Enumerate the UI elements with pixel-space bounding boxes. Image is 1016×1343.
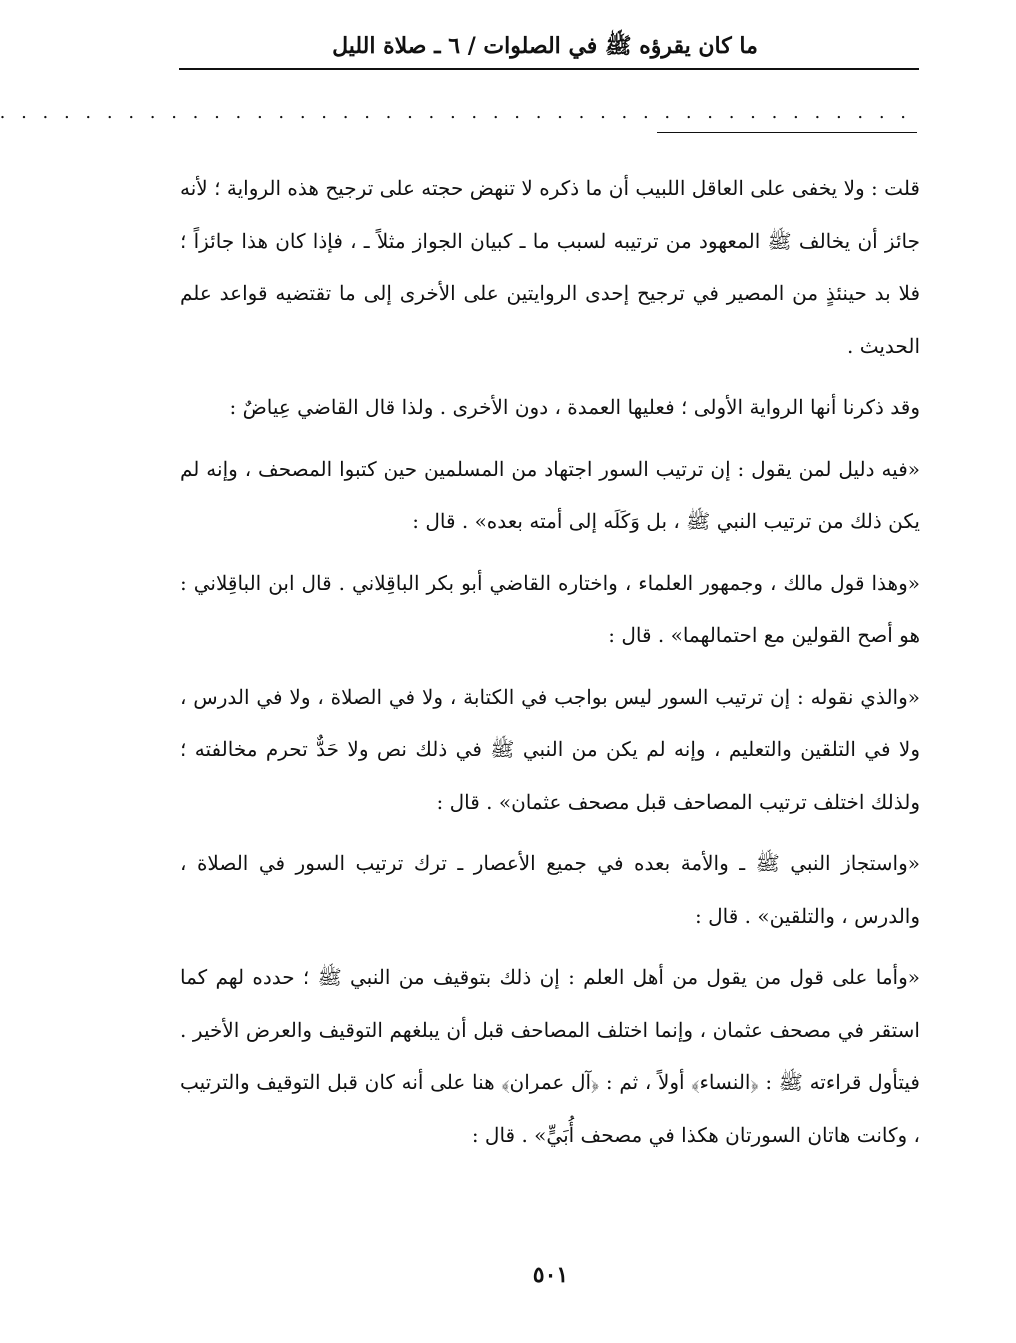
paragraph: «وهذا قول مالك ، وجمهور العلماء ، واختاره القاضي أبو بكر الباقِلاني . قال ابن الباقِلاني : هو أصح القولين مع احتمالهما» . قال : — [180, 570, 920, 647]
body-text — [180, 162, 920, 1170]
footnote-rule — [657, 132, 917, 133]
paragraph: وقد ذكرنا أنها الرواية الأولى ؛ فعليها العمدة ، دون الأخرى . ولذا قال القاضي عِياضٌ : — [229, 395, 920, 419]
footnote-dotted-line: . . . . . . . . . . . . . . . . . . . . . . . . . . . . . . . . . . . . . . . . . . . — [0, 102, 911, 123]
paragraph: قلت : ولا يخفى على العاقل اللبيب أن ما ذكره لا تنهض حجته على ترجيح هذه الرواية ؛ لأنه جائز أن يخالف ﷺ المعهود من ترتيبه لسبب ما ـ كبيان الجواز مثلاً ـ ، فإذا كان هذا جائزاً ؛ فلا بد حينئذٍ من المصير في ترجيح إحدى الروايتين على الأخرى إلى ما تقتضيه قواعد علم الحديث . — [180, 176, 920, 358]
paragraph: «والذي نقوله : إن ترتيب السور ليس بواجب في الكتابة ، ولا في الصلاة ، ولا في الدرس ، ولا في التلقين والتعليم ، وإنه لم يكن من النبي ﷺ في ذلك نص ولا حَدٌّ تحرم مخالفته ؛ ولذلك اختلف ترتيب المصاحف قبل مصحف عثمان» . قال : — [180, 684, 920, 814]
paragraph: «وأما على قول من يقول من أهل العلم : إن ذلك بتوقيف من النبي ﷺ ؛ حدده لهم كما استقر في مصحف عثمان ، وإنما اختلف المصاحف قبل أن يبلغهم التوقيف والعرض الأخير . فيتأول قراءته ﷺ : ﴿النساء﴾ أولاً ، ثم : ﴿آل عمران﴾ هنا على أنه كان قبل التوقيف والترتيب ، وكانت هاتان السورتان هكذا في مصحف أُبَيٍّ» . قال : — [180, 965, 920, 1147]
header-rule — [179, 68, 919, 70]
paragraph: «واستجاز النبي ﷺ ـ والأمة بعده في جميع الأعصار ـ ترك ترتيب السور في الصلاة ، والدرس ، والتلقين» . قال : — [180, 851, 920, 928]
paragraph: «فيه دليل لمن يقول : إن ترتيب السور اجتهاد من المسلمين حين كتبوا المصحف ، وإنه لم يكن ذلك من ترتيب النبي ﷺ ، بل وَكَلَه إلى أمته بعده» . قال : — [180, 456, 920, 533]
page-number: ٥٠١ — [532, 1262, 569, 1288]
running-header: ما كان يقرؤه ﷺ في الصلوات / ٦ ـ صلاة الليل — [332, 33, 758, 59]
